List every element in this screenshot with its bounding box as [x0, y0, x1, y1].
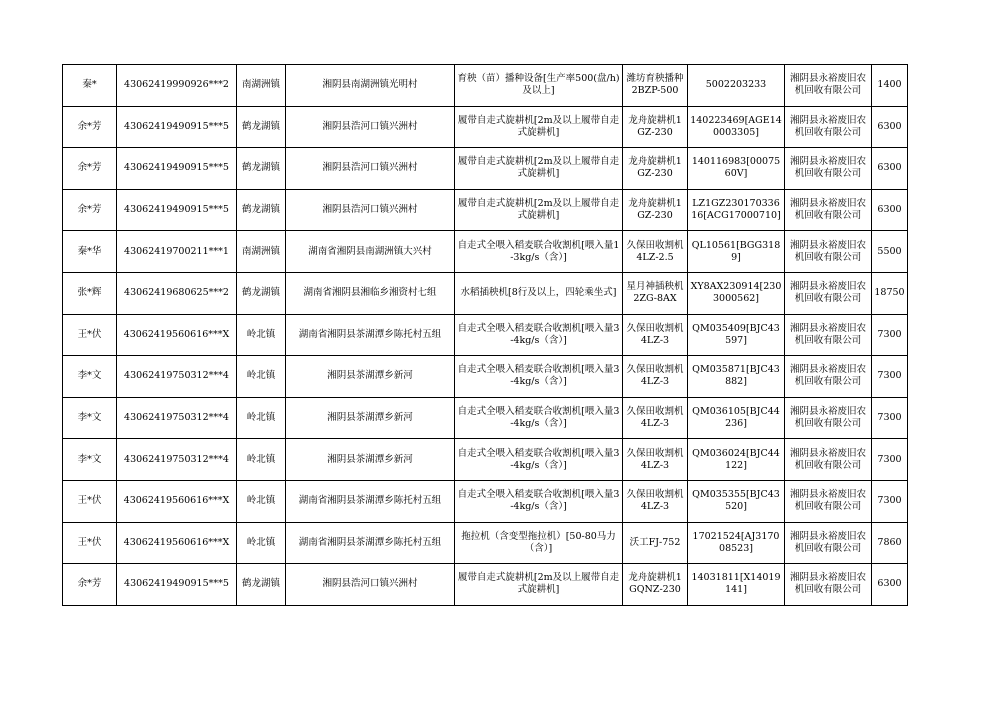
machine-category-cell: 自走式全喂入稻麦联合收割机[喂入量3-4kg/s（含）] [455, 480, 623, 522]
machine-model-cell: 潍坊育秧播种2BZP-500 [623, 65, 688, 107]
serial-number-cell: 140223469[AGE140003305] [688, 106, 785, 148]
owner-name-cell: 李*文 [63, 356, 117, 398]
recycler-org-cell: 湘阴县永裕废旧农机回收有限公司 [785, 231, 872, 273]
table-row [63, 189, 908, 231]
recycler-org-cell: 湘阴县永裕废旧农机回收有限公司 [785, 397, 872, 439]
machine-category-cell: 自走式全喂入稻麦联合收割机[喂入量3-4kg/s（含）] [455, 314, 623, 356]
town-cell: 鹤龙湖镇 [237, 564, 286, 606]
recycler-org-cell: 湘阴县永裕废旧农机回收有限公司 [785, 189, 872, 231]
table-row [63, 272, 908, 314]
machine-model-cell: 久保田收割机4LZ-3 [623, 397, 688, 439]
id-number-cell: 43062419490915***5 [117, 148, 237, 190]
id-number-cell: 43062419560616***X [117, 522, 237, 564]
serial-number-cell: QM036105[BJC44236] [688, 397, 785, 439]
owner-name-cell: 秦* [63, 65, 117, 107]
owner-name-cell: 余*芳 [63, 564, 117, 606]
town-cell: 鹤龙湖镇 [237, 189, 286, 231]
machine-model-cell: 沃工FJ-752 [623, 522, 688, 564]
id-number-cell: 43062419490915***5 [117, 564, 237, 606]
table-row [63, 65, 908, 107]
town-cell: 岭北镇 [237, 356, 286, 398]
recycler-org-cell: 湘阴县永裕废旧农机回收有限公司 [785, 65, 872, 107]
machine-model-cell: 星月神插秧机2ZG-8AX [623, 272, 688, 314]
machine-model-cell: 久保田收割机4LZ-3 [623, 314, 688, 356]
address-cell: 湘阴县浩河口镇兴洲村 [286, 564, 455, 606]
subsidy-records-table [62, 64, 908, 606]
serial-number-cell: QM036024[BJC44122] [688, 439, 785, 481]
table-body [63, 65, 908, 606]
recycler-org-cell: 湘阴县永裕废旧农机回收有限公司 [785, 480, 872, 522]
town-cell: 岭北镇 [237, 439, 286, 481]
address-cell: 湖南省湘阴县茶湖潭乡陈托村五组 [286, 314, 455, 356]
address-cell: 湘阴县浩河口镇兴洲村 [286, 189, 455, 231]
id-number-cell: 43062419680625***2 [117, 272, 237, 314]
amount-cell: 7300 [872, 356, 908, 398]
town-cell: 岭北镇 [237, 522, 286, 564]
amount-cell: 1400 [872, 65, 908, 107]
machine-category-cell: 履带自走式旋耕机[2m及以上履带自走式旋耕机] [455, 106, 623, 148]
recycler-org-cell: 湘阴县永裕废旧农机回收有限公司 [785, 148, 872, 190]
table-row [63, 397, 908, 439]
recycler-org-cell: 湘阴县永裕废旧农机回收有限公司 [785, 564, 872, 606]
address-cell: 湖南省湘阴县茶湖潭乡陈托村五组 [286, 522, 455, 564]
id-number-cell: 43062419490915***5 [117, 106, 237, 148]
town-cell: 鹤龙湖镇 [237, 272, 286, 314]
owner-name-cell: 余*芳 [63, 106, 117, 148]
recycler-org-cell: 湘阴县永裕废旧农机回收有限公司 [785, 356, 872, 398]
address-cell: 湘阴县浩河口镇兴洲村 [286, 148, 455, 190]
amount-cell: 6300 [872, 148, 908, 190]
town-cell: 鹤龙湖镇 [237, 148, 286, 190]
address-cell: 湖南省湘阴县茶湖潭乡陈托村五组 [286, 480, 455, 522]
town-cell: 南湖洲镇 [237, 65, 286, 107]
id-number-cell: 43062419750312***4 [117, 397, 237, 439]
town-cell: 岭北镇 [237, 480, 286, 522]
table-row [63, 231, 908, 273]
table-row [63, 480, 908, 522]
machine-model-cell: 久保田收割机4LZ-3 [623, 439, 688, 481]
recycler-org-cell: 湘阴县永裕废旧农机回收有限公司 [785, 314, 872, 356]
table-row [63, 106, 908, 148]
machine-model-cell: 龙舟旋耕机1GZ-230 [623, 148, 688, 190]
machine-model-cell: 久保田收割机4LZ-2.5 [623, 231, 688, 273]
recycler-org-cell: 湘阴县永裕废旧农机回收有限公司 [785, 439, 872, 481]
amount-cell: 7300 [872, 397, 908, 439]
serial-number-cell: QL10561[BGG3189] [688, 231, 785, 273]
machine-model-cell: 龙舟旋耕机1GZ-230 [623, 106, 688, 148]
owner-name-cell: 李*文 [63, 439, 117, 481]
table-row [63, 522, 908, 564]
owner-name-cell: 王*伏 [63, 522, 117, 564]
amount-cell: 6300 [872, 564, 908, 606]
recycler-org-cell: 湘阴县永裕废旧农机回收有限公司 [785, 272, 872, 314]
machine-category-cell: 履带自走式旋耕机[2m及以上履带自走式旋耕机] [455, 564, 623, 606]
owner-name-cell: 王*伏 [63, 314, 117, 356]
owner-name-cell: 张*辉 [63, 272, 117, 314]
town-cell: 岭北镇 [237, 397, 286, 439]
machine-model-cell: 龙舟旋耕机1GZ-230 [623, 189, 688, 231]
serial-number-cell: LZ1GZ23017033616[ACG17000710] [688, 189, 785, 231]
serial-number-cell: 17021524[AJ317008523] [688, 522, 785, 564]
machine-model-cell: 久保田收割机4LZ-3 [623, 356, 688, 398]
amount-cell: 6300 [872, 189, 908, 231]
amount-cell: 5500 [872, 231, 908, 273]
recycler-org-cell: 湘阴县永裕废旧农机回收有限公司 [785, 522, 872, 564]
owner-name-cell: 王*伏 [63, 480, 117, 522]
table-row [63, 148, 908, 190]
machine-category-cell: 自走式全喂入稻麦联合收割机[喂入量1-3kg/s（含）] [455, 231, 623, 273]
town-cell: 南湖洲镇 [237, 231, 286, 273]
serial-number-cell: 5002203233 [688, 65, 785, 107]
machine-model-cell: 久保田收割机4LZ-3 [623, 480, 688, 522]
machine-category-cell: 自走式全喂入稻麦联合收割机[喂入量3-4kg/s（含）] [455, 439, 623, 481]
serial-number-cell: 14031811[X14019141] [688, 564, 785, 606]
amount-cell: 7860 [872, 522, 908, 564]
address-cell: 湖南省湘阴县湘临乡湘资村七组 [286, 272, 455, 314]
owner-name-cell: 秦*华 [63, 231, 117, 273]
town-cell: 岭北镇 [237, 314, 286, 356]
address-cell: 湘阴县南湖洲镇光明村 [286, 65, 455, 107]
amount-cell: 7300 [872, 439, 908, 481]
machine-category-cell: 育秧（苗）播种设备[生产率500(盘/h)及以上] [455, 65, 623, 107]
owner-name-cell: 余*芳 [63, 189, 117, 231]
machine-model-cell: 龙舟旋耕机1GQNZ-230 [623, 564, 688, 606]
id-number-cell: 43062419700211***1 [117, 231, 237, 273]
recycler-org-cell: 湘阴县永裕废旧农机回收有限公司 [785, 106, 872, 148]
address-cell: 湘阴县茶湖潭乡新河 [286, 397, 455, 439]
serial-number-cell: QM035871[BJC43882] [688, 356, 785, 398]
address-cell: 湖南省湘阴县南湖洲镇大兴村 [286, 231, 455, 273]
machine-category-cell: 拖拉机（含变型拖拉机）[50-80马力（含）] [455, 522, 623, 564]
address-cell: 湘阴县茶湖潭乡新河 [286, 439, 455, 481]
amount-cell: 7300 [872, 480, 908, 522]
machine-category-cell: 履带自走式旋耕机[2m及以上履带自走式旋耕机] [455, 189, 623, 231]
id-number-cell: 43062419750312***4 [117, 356, 237, 398]
id-number-cell: 43062419490915***5 [117, 189, 237, 231]
amount-cell: 7300 [872, 314, 908, 356]
serial-number-cell: XY8AX230914[2303000562] [688, 272, 785, 314]
table-row [63, 564, 908, 606]
town-cell: 鹤龙湖镇 [237, 106, 286, 148]
id-number-cell: 43062419560616***X [117, 480, 237, 522]
id-number-cell: 43062419560616***X [117, 314, 237, 356]
amount-cell: 6300 [872, 106, 908, 148]
serial-number-cell: 140116983[0007560V] [688, 148, 785, 190]
table-row [63, 314, 908, 356]
id-number-cell: 43062419990926***2 [117, 65, 237, 107]
serial-number-cell: QM035355[BJC43520] [688, 480, 785, 522]
machine-category-cell: 自走式全喂入稻麦联合收割机[喂入量3-4kg/s（含）] [455, 397, 623, 439]
machine-category-cell: 自走式全喂入稻麦联合收割机[喂入量3-4kg/s（含）] [455, 356, 623, 398]
address-cell: 湘阴县浩河口镇兴洲村 [286, 106, 455, 148]
table-row [63, 356, 908, 398]
id-number-cell: 43062419750312***4 [117, 439, 237, 481]
serial-number-cell: QM035409[BJC43597] [688, 314, 785, 356]
machine-category-cell: 水稻插秧机[8行及以上，四轮乘坐式] [455, 272, 623, 314]
address-cell: 湘阴县茶湖潭乡新河 [286, 356, 455, 398]
table-row [63, 439, 908, 481]
owner-name-cell: 余*芳 [63, 148, 117, 190]
machine-category-cell: 履带自走式旋耕机[2m及以上履带自走式旋耕机] [455, 148, 623, 190]
owner-name-cell: 李*文 [63, 397, 117, 439]
amount-cell: 18750 [872, 272, 908, 314]
